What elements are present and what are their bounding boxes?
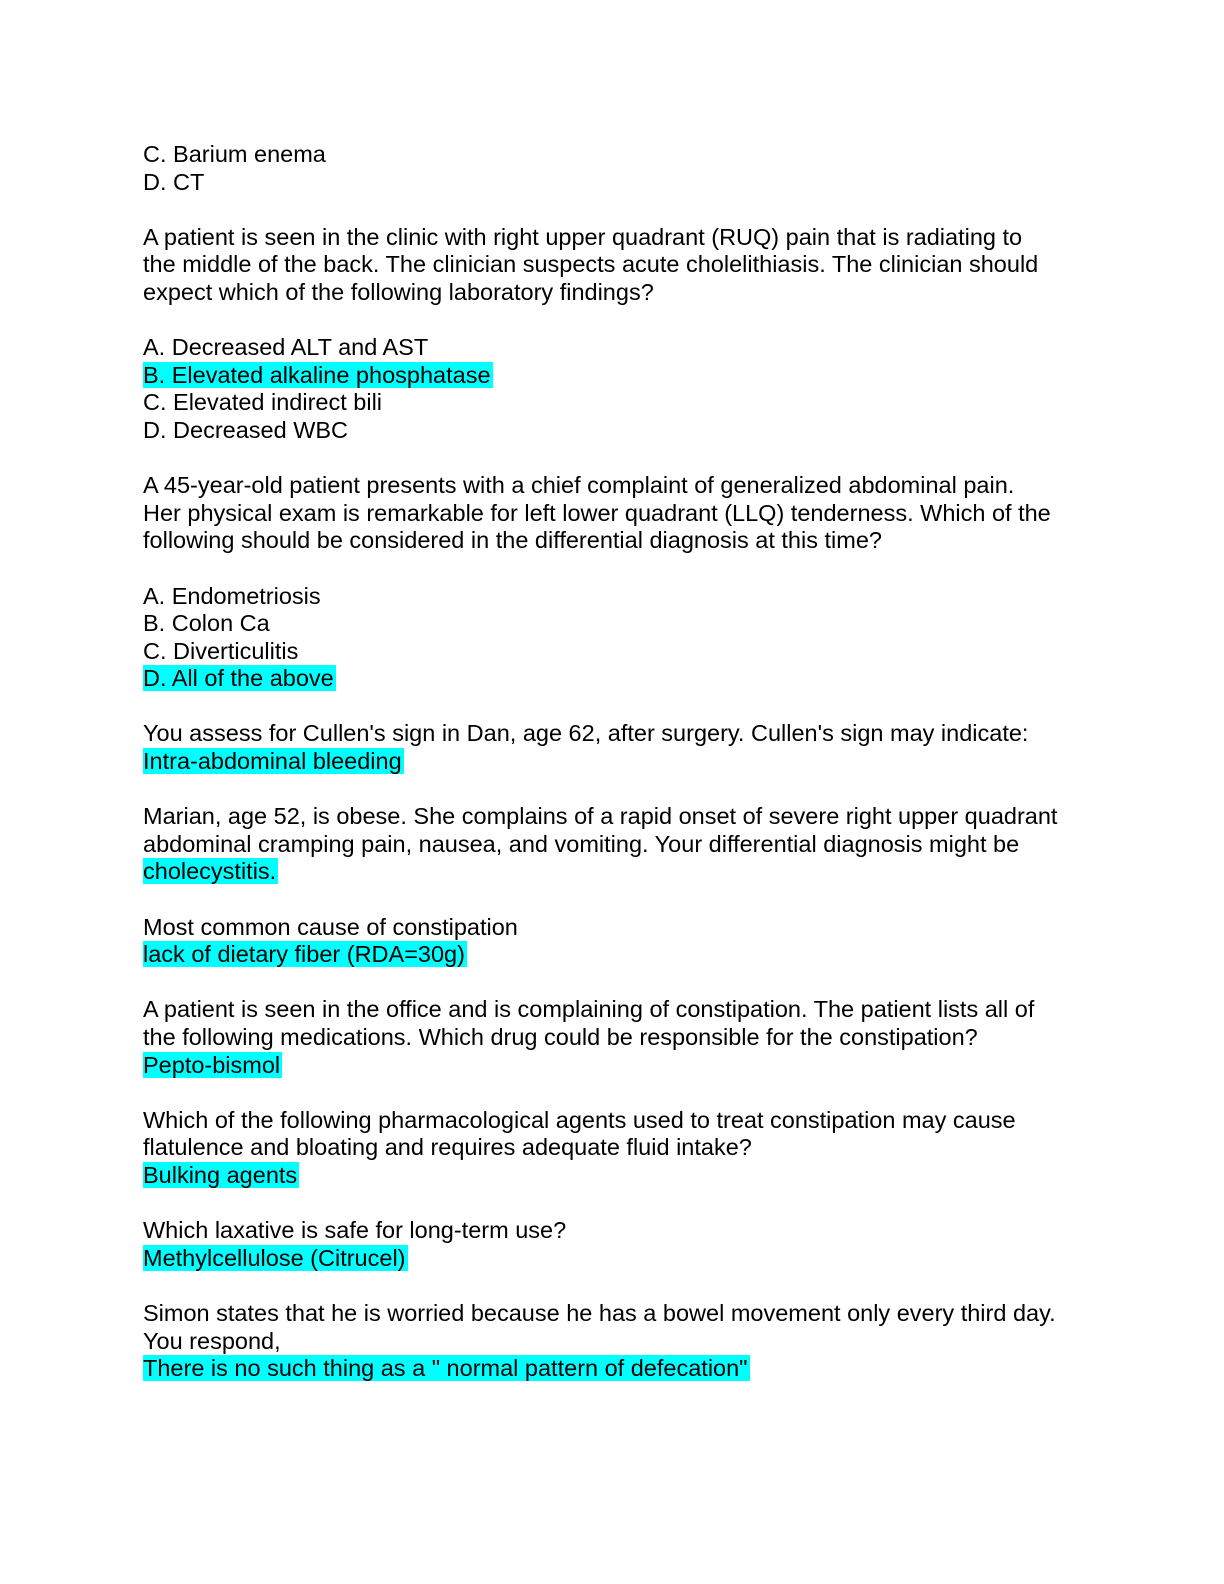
- line-text: D. CT: [143, 168, 205, 195]
- line-text: following should be considered in the differential diagnosis at this time?: [143, 527, 882, 554]
- text-line: [143, 1162, 1103, 1190]
- line-text: D. Decreased WBC: [143, 416, 349, 443]
- line-text: B. Colon Ca: [143, 610, 270, 637]
- text-line: [143, 1355, 1103, 1383]
- line-text: A patient is seen in the clinic with right upper quadrant (RUQ) pain that is radiating to: [143, 223, 1023, 250]
- text-line: [143, 500, 1103, 528]
- text-line: [143, 1300, 1103, 1328]
- text-line: [143, 251, 1103, 279]
- text-line: [143, 1024, 1103, 1052]
- line-text: You respond,: [143, 1327, 281, 1354]
- text-line: [143, 941, 1103, 969]
- line-text: Most common cause of constipation: [143, 913, 518, 940]
- text-block: [143, 803, 1103, 886]
- line-text: A. Endometriosis: [143, 582, 321, 609]
- line-text: A 45-year-old patient presents with a chief complaint of generalized abdominal pain.: [143, 472, 1015, 499]
- line-text: Which laxative is safe for long-term use?: [143, 1217, 567, 1244]
- paragraph-gap: [143, 1272, 1103, 1300]
- highlighted-answer: There is no such thing as a " normal pattern of defecation": [143, 1355, 748, 1382]
- text-line: [143, 610, 1103, 638]
- highlighted-answer: cholecystitis.: [143, 858, 277, 885]
- highlighted-answer: Pepto-bismol: [143, 1051, 281, 1078]
- text-block: [143, 1300, 1103, 1383]
- text-line: [143, 141, 1103, 169]
- text-block: [143, 1107, 1103, 1190]
- line-text: Marian, age 52, is obese. She complains of a rapid onset of severe right upper quadrant: [143, 803, 1058, 830]
- line-text: A. Decreased ALT and AST: [143, 334, 429, 361]
- line-text: abdominal cramping pain, nausea, and vomiting. Your differential diagnosis might be: [143, 830, 1020, 857]
- text-line: [143, 362, 1103, 390]
- line-text: C. Barium enema: [143, 141, 326, 167]
- paragraph-gap: [143, 555, 1103, 583]
- text-line: [143, 1245, 1103, 1273]
- text-line: [143, 858, 1103, 886]
- text-block: [143, 914, 1103, 969]
- text-line: [143, 914, 1103, 942]
- text-line: [143, 583, 1103, 611]
- text-line: [143, 334, 1103, 362]
- line-text: Simon states that he is worried because he has a bowel movement only every third day.: [143, 1299, 1056, 1326]
- line-text: expect which of the following laboratory findings?: [143, 278, 654, 305]
- text-line: [143, 389, 1103, 417]
- text-line: [143, 1217, 1103, 1245]
- line-text: You assess for Cullen's sign in Dan, age 62, after surgery. Cullen's sign may indicate:: [143, 720, 1029, 747]
- text-line: [143, 1134, 1103, 1162]
- paragraph-gap: [143, 307, 1103, 335]
- text-line: [143, 996, 1103, 1024]
- text-line: [143, 169, 1103, 197]
- text-block: [143, 583, 1103, 693]
- text-line: [143, 527, 1103, 555]
- highlighted-answer: B. Elevated alkaline phosphatase: [143, 361, 491, 388]
- highlighted-answer: Methylcellulose (Citrucel): [143, 1244, 406, 1271]
- paragraph-gap: [143, 776, 1103, 804]
- line-text: C. Diverticulitis: [143, 637, 299, 664]
- text-line: [143, 803, 1103, 831]
- highlighted-answer: lack of dietary fiber (RDA=30g): [143, 941, 465, 968]
- text-line: [143, 224, 1103, 252]
- text-line: [143, 1328, 1103, 1356]
- paragraph-gap: [143, 1079, 1103, 1107]
- paragraph-gap: [143, 196, 1103, 224]
- line-text: flatulence and bloating and requires adequate fluid intake?: [143, 1134, 752, 1161]
- line-text: Which of the following pharmacological agents used to treat constipation may cause: [143, 1106, 1016, 1133]
- text-block: [143, 720, 1103, 775]
- text-block: [143, 472, 1103, 555]
- text-block: [143, 1217, 1103, 1272]
- paragraph-gap: [143, 969, 1103, 997]
- highlighted-answer: Bulking agents: [143, 1161, 298, 1188]
- line-text: the following medications. Which drug could be responsible for the constipation?: [143, 1024, 978, 1050]
- text-block: [143, 334, 1103, 444]
- text-block: [143, 141, 1103, 196]
- text-line: [143, 1052, 1103, 1080]
- line-text: C. Elevated indirect bili: [143, 389, 383, 416]
- highlighted-answer: D. All of the above: [143, 665, 334, 692]
- document-page: [143, 141, 1103, 1383]
- text-line: [143, 279, 1103, 307]
- paragraph-gap: [143, 693, 1103, 721]
- paragraph-gap: [143, 886, 1103, 914]
- text-line: [143, 638, 1103, 666]
- line-text: A patient is seen in the office and is complaining of constipation. The patient lists all of: [143, 996, 1035, 1023]
- line-text: Her physical exam is remarkable for left lower quadrant (LLQ) tenderness. Which of the: [143, 499, 1051, 526]
- highlighted-answer: Intra-abdominal bleeding: [143, 748, 402, 775]
- text-line: [143, 720, 1103, 748]
- text-line: [143, 472, 1103, 500]
- text-line: [143, 417, 1103, 445]
- text-block: [143, 224, 1103, 307]
- paragraph-gap: [143, 1190, 1103, 1218]
- text-line: [143, 665, 1103, 693]
- text-line: [143, 831, 1103, 859]
- paragraph-gap: [143, 445, 1103, 473]
- text-line: [143, 1107, 1103, 1135]
- text-line: [143, 748, 1103, 776]
- line-text: the middle of the back. The clinician suspects acute cholelithiasis. The clinician should: [143, 251, 1039, 278]
- text-block: [143, 996, 1103, 1079]
